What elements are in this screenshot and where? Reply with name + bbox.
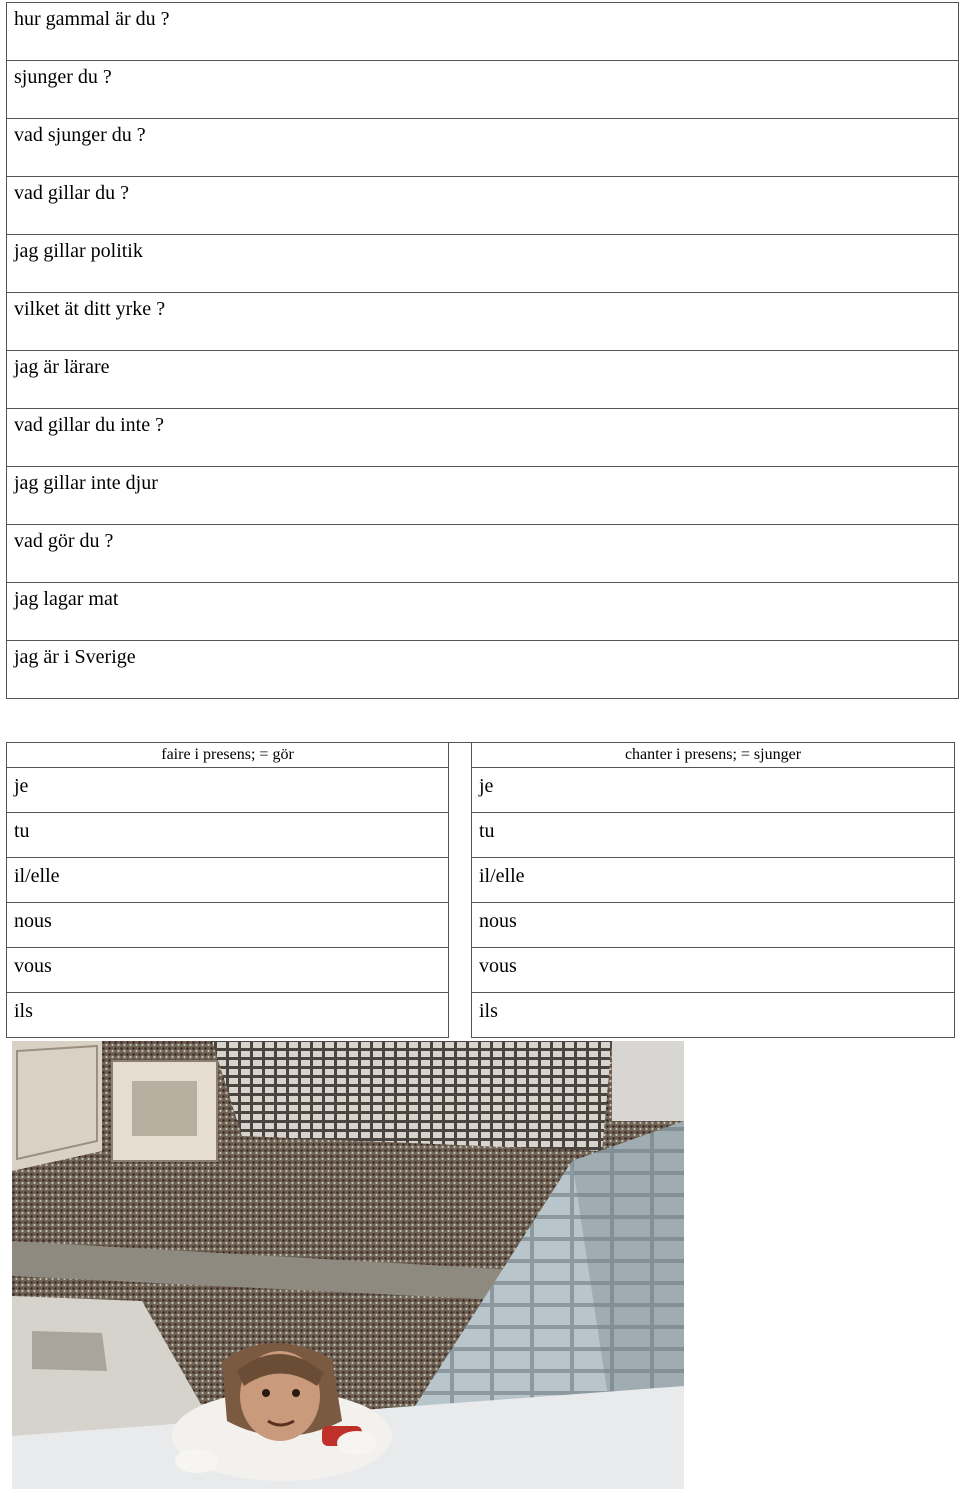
table-row bbox=[7, 235, 959, 293]
conjugation-header: chanter i presens; = sjunger bbox=[472, 743, 955, 768]
pronoun-cell: il/elle bbox=[472, 858, 955, 903]
table-row bbox=[472, 948, 955, 993]
table-row bbox=[7, 177, 959, 235]
table-row bbox=[7, 993, 449, 1038]
table-row bbox=[7, 409, 959, 467]
question-cell: jag gillar politik bbox=[7, 235, 959, 293]
table-row bbox=[7, 948, 449, 993]
question-cell: sjunger du ? bbox=[7, 61, 959, 119]
climber-photo bbox=[12, 1041, 684, 1489]
question-cell: vad gör du ? bbox=[7, 525, 959, 583]
table-row bbox=[7, 119, 959, 177]
question-cell: vad sjunger du ? bbox=[7, 119, 959, 177]
table-header-row bbox=[7, 743, 449, 768]
table-row bbox=[7, 858, 449, 903]
table-row bbox=[7, 293, 959, 351]
pronoun-cell: nous bbox=[7, 903, 449, 948]
building-left bbox=[12, 1041, 102, 1171]
pronoun-cell: je bbox=[472, 768, 955, 813]
question-cell: hur gammal är du ? bbox=[7, 3, 959, 61]
question-cell: jag är lärare bbox=[7, 351, 959, 409]
question-cell: jag är i Sverige bbox=[7, 641, 959, 699]
pronoun-cell: nous bbox=[472, 903, 955, 948]
table-row bbox=[7, 583, 959, 641]
pronoun-cell: vous bbox=[7, 948, 449, 993]
conjugation-table-chanter bbox=[471, 742, 955, 1038]
question-cell: vad gillar du inte ? bbox=[7, 409, 959, 467]
question-cell: jag lagar mat bbox=[7, 583, 959, 641]
table-row bbox=[472, 993, 955, 1038]
table-row bbox=[7, 813, 449, 858]
table-header-row bbox=[472, 743, 955, 768]
pronoun-cell: ils bbox=[472, 993, 955, 1038]
pronoun-cell: il/elle bbox=[7, 858, 449, 903]
conjugation-table-faire bbox=[6, 742, 449, 1038]
pronoun-cell: ils bbox=[7, 993, 449, 1038]
table-row bbox=[472, 813, 955, 858]
question-cell: jag gillar inte djur bbox=[7, 467, 959, 525]
table-row bbox=[7, 3, 959, 61]
table-row bbox=[7, 351, 959, 409]
pronoun-cell: je bbox=[7, 768, 449, 813]
table-row bbox=[7, 641, 959, 699]
conjugation-header: faire i presens; = gör bbox=[7, 743, 449, 768]
table-row bbox=[7, 903, 449, 948]
table-row bbox=[7, 768, 449, 813]
table-row bbox=[7, 61, 959, 119]
table-row bbox=[7, 525, 959, 583]
table-row bbox=[472, 768, 955, 813]
table-row bbox=[472, 858, 955, 903]
table-row bbox=[472, 903, 955, 948]
pronoun-cell: tu bbox=[472, 813, 955, 858]
parking-lot bbox=[212, 1041, 612, 1151]
question-cell: vilket ät ditt yrke ? bbox=[7, 293, 959, 351]
table-spacer bbox=[449, 742, 471, 1038]
question-table bbox=[6, 2, 959, 699]
pronoun-cell: vous bbox=[472, 948, 955, 993]
pronoun-cell: tu bbox=[7, 813, 449, 858]
table-row bbox=[7, 467, 959, 525]
question-cell: vad gillar du ? bbox=[7, 177, 959, 235]
